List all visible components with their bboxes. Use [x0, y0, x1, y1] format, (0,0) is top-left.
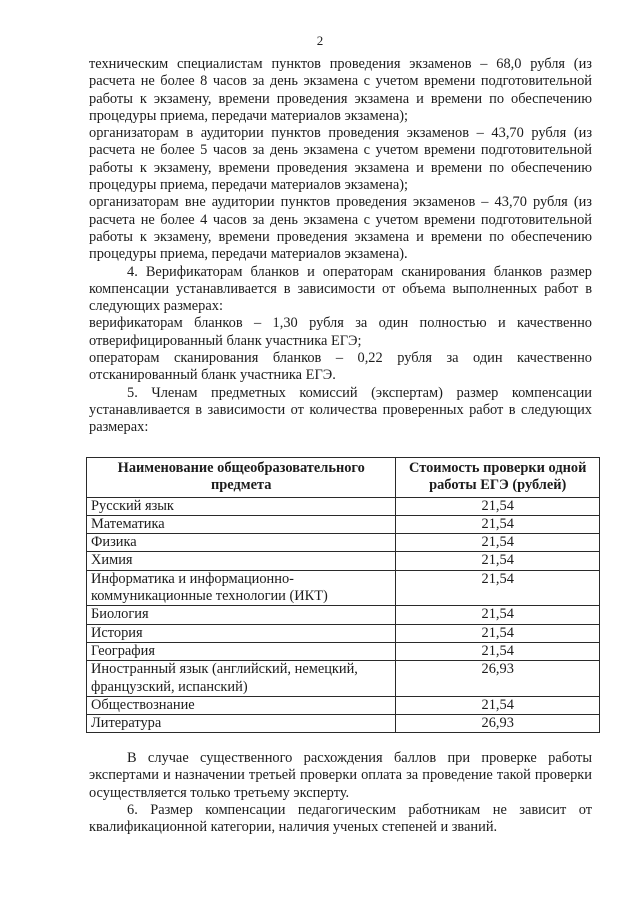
subject-cell: Химия [87, 552, 396, 570]
paragraph-third-check: В случае существенного расхождения баллов при проверке работы экспертами и назначении третьей проверки оплата за проведение такой проверки осуществляется только третьему эксперту. [89, 750, 592, 801]
compensation-table [86, 457, 600, 733]
paragraph-organizers-inside: организаторам в аудитории пунктов проведения экзаменов – 43,70 рубля (из расчета не более 5 часов за день экзамена с учетом времени подготовительной работы к экзамену, времени проведения экзамена и времени по обеспечению процедуры приема, передачи материалов экзамена); [89, 125, 592, 194]
table-row [87, 497, 600, 515]
page-number: 2 [316, 33, 324, 48]
table-row [87, 661, 600, 697]
subject-cell: Обществознание [87, 696, 396, 714]
table-row [87, 696, 600, 714]
subject-cell: География [87, 642, 396, 660]
price-cell: 21,54 [396, 497, 600, 515]
table-row [87, 534, 600, 552]
subject-cell: Иностранный язык (английский, немецкий, французский, испанский) [87, 661, 396, 697]
paragraph-organizers-outside: организаторам вне аудитории пунктов проведения экзаменов – 43,70 рубля (из расчета не более 4 часов за день экзамена с учетом времени подготовительной работы к экзамену, времени проведения экзамена и времени по обеспечению процедуры приема, передачи материалов экзамена). [89, 194, 592, 263]
paragraph-item-6: 6. Размер компенсации педагогическим работникам не зависит от квалификационной категории, наличия ученых степеней и званий. [89, 801, 592, 836]
subject-cell: Литература [87, 715, 396, 733]
price-cell: 21,54 [396, 534, 600, 552]
subject-cell: Информатика и информационно-коммуникационные технологии (ИКТ) [87, 570, 396, 606]
paragraph-verifiers: верификаторам бланков – 1,30 рубля за один полностью и качественно отверифицированный бланк участника ЕГЭ; [89, 315, 592, 349]
price-cell: 26,93 [396, 715, 600, 733]
table-row [87, 715, 600, 733]
price-cell: 21,54 [396, 696, 600, 714]
subject-cell: Русский язык [87, 497, 396, 515]
table-row [87, 515, 600, 533]
paragraph-item-4: 4. Верификаторам бланков и операторам сканирования бланков размер компенсации устанавливается в зависимости от объема выполненных работ в следующих размерах: [89, 263, 592, 315]
table-row [87, 606, 600, 624]
text-block-bottom [89, 750, 592, 836]
price-cell: 21,54 [396, 642, 600, 660]
table-row [87, 552, 600, 570]
header-price: Стоимость проверки одной работы ЕГЭ (рублей) [396, 458, 600, 498]
paragraph-scan-operators: операторам сканирования бланков – 0,22 рубля за один качественно отсканированный бланк участника ЕГЭ. [89, 350, 592, 384]
table-row [87, 642, 600, 660]
subject-cell: Биология [87, 606, 396, 624]
text-block-top [89, 56, 592, 437]
subject-cell: История [87, 624, 396, 642]
price-cell: 21,54 [396, 606, 600, 624]
paragraph-item-5: 5. Членам предметных комиссий (экспертам) размер компенсации устанавливается в зависимости от количества проверенных работ в следующих размерах: [89, 384, 592, 436]
header-subject: Наименование общеобразовательного предмета [87, 458, 396, 498]
table-row [87, 570, 600, 606]
price-cell: 21,54 [396, 515, 600, 533]
subject-cell: Математика [87, 515, 396, 533]
price-cell: 21,54 [396, 570, 600, 606]
paragraph-tech-specialists: техническим специалистам пунктов проведения экзаменов – 68,0 рубля (из расчета не более 8 часов за день экзамена с учетом времени подготовительной работы к экзамену, времени проведения экзамена и времени по обеспечению процедуры приема, передачи материалов экзамена); [89, 56, 592, 124]
price-cell: 26,93 [396, 661, 600, 697]
table-header-row [87, 458, 600, 498]
price-cell: 21,54 [396, 552, 600, 570]
subject-cell: Физика [87, 534, 396, 552]
price-cell: 21,54 [396, 624, 600, 642]
table-row [87, 624, 600, 642]
